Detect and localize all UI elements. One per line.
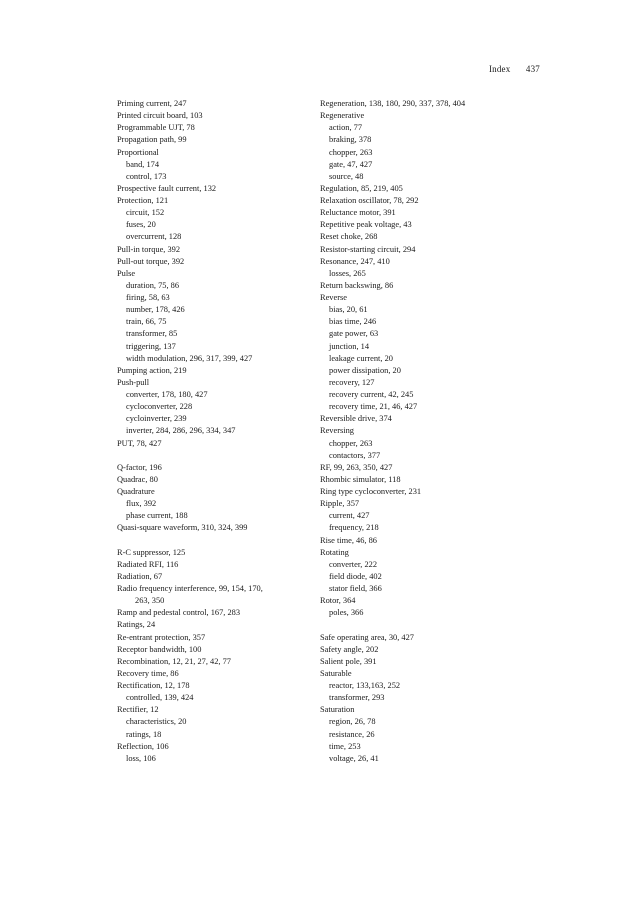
index-entry: Reversing — [320, 426, 354, 436]
index-subentry: stator field, 366 — [329, 584, 382, 593]
index-subentry: circuit, 152 — [126, 208, 165, 218]
index-subentry: bias time, 246 — [329, 317, 377, 327]
index-entry: RF, 99, 263, 350, 427 — [320, 462, 393, 472]
section-gap — [117, 450, 317, 462]
index-entry: Radiated RFI, 116 — [117, 559, 179, 569]
index-subentry: reactor, 133,163, 252 — [329, 681, 401, 690]
index-subentry: recovery, 127 — [329, 377, 375, 387]
index-entry: Return backswing, 86 — [320, 280, 394, 290]
index-entry: Protection, 121 — [117, 196, 169, 205]
index-entry: Reluctance motor, 391 — [320, 208, 396, 218]
index-subentry: characteristics, 20 — [126, 717, 187, 727]
index-entry: Propagation path, 99 — [117, 135, 187, 145]
index-entry: Relaxation oscillator, 78, 292 — [320, 196, 419, 205]
index-subentry: overcurrent, 128 — [126, 232, 182, 242]
index-subentry: width modulation, 296, 317, 399, 427 — [126, 353, 253, 363]
index-subentry: power dissipation, 20 — [329, 365, 401, 375]
index-entry: Ratings, 24 — [117, 620, 156, 630]
index-entry: Rotating — [320, 547, 349, 557]
index-entry: Programmable UJT, 78 — [117, 123, 195, 133]
index-subentry: firing, 58, 63 — [126, 293, 170, 302]
index-entry: Pull-out torque, 392 — [117, 256, 185, 266]
index-entry: Quadrature — [117, 487, 155, 496]
index-subentry: chopper, 263 — [329, 147, 373, 157]
index-entry: Pull-in torque, 392 — [117, 244, 181, 254]
section-gap — [320, 619, 520, 631]
index-entry: Ring type cycloconverter, 231 — [320, 487, 422, 496]
index-entry: Pulse — [117, 268, 136, 278]
index-subentry: cycloinverter, 239 — [126, 414, 187, 424]
index-subentry: transformer, 293 — [329, 693, 385, 703]
index-entry: Quasi-square waveform, 310, 324, 399 — [117, 523, 248, 533]
index-subentry: transformer, 85 — [126, 329, 178, 339]
index-subentry: ratings, 18 — [126, 729, 162, 739]
index-entry-continuation: 263, 350 — [135, 596, 165, 606]
index-subentry: source, 48 — [329, 171, 364, 181]
index-subentry: gate, 47, 427 — [329, 159, 373, 169]
index-subentry: contactors, 377 — [329, 450, 381, 460]
index-entry: Proportional — [117, 147, 159, 157]
index-entry: Repetitive peak voltage, 43 — [320, 220, 412, 230]
index-entry: Push-pull — [117, 377, 150, 387]
index-subentry: current, 427 — [329, 511, 370, 521]
index-subentry: bias, 20, 61 — [329, 305, 368, 315]
index-entry: Printed circuit board, 103 — [117, 111, 203, 121]
index-column-right — [320, 98, 520, 765]
index-subentry: resistance, 26 — [329, 729, 375, 739]
index-entry: Safe operating area, 30, 427 — [320, 632, 414, 642]
index-subentry: recovery current, 42, 245 — [329, 390, 414, 399]
index-entry: Radio frequency interference, 99, 154, 170, — [117, 584, 263, 593]
index-subentry: field diode, 402 — [329, 571, 382, 581]
index-subentry: braking, 378 — [329, 135, 372, 145]
index-entry: Resonance, 247, 410 — [320, 256, 390, 266]
index-entry: R-C suppressor, 125 — [117, 547, 186, 557]
index-entry: Ramp and pedestal control, 167, 283 — [117, 608, 241, 618]
index-subentry: control, 173 — [126, 171, 167, 181]
index-entry: Recombination, 12, 21, 27, 42, 77 — [117, 656, 231, 666]
index-subentry: phase current, 188 — [126, 511, 188, 521]
index-entry: Quadrac, 80 — [117, 474, 158, 484]
index-subentry: flux, 392 — [126, 499, 157, 509]
index-subentry: fuses, 20 — [126, 220, 156, 230]
index-entry: Reverse — [320, 293, 347, 302]
page-number: 437 — [525, 64, 540, 74]
index-subentry: band, 174 — [126, 159, 160, 169]
index-subentry: triggering, 137 — [126, 341, 176, 351]
index-subentry: frequency, 218 — [329, 523, 379, 533]
index-subentry: converter, 222 — [329, 559, 378, 569]
index-subentry: loss, 106 — [126, 753, 156, 763]
index-entry: Reflection, 106 — [117, 741, 169, 751]
index-subentry: cycloconverter, 228 — [126, 402, 193, 412]
index-entry: Salient pole, 391 — [320, 656, 377, 666]
index-subentry: losses, 265 — [329, 268, 366, 278]
index-entry: Q-factor, 196 — [117, 462, 162, 472]
index-subentry: voltage, 26, 41 — [329, 753, 379, 763]
index-entry: Radiation, 67 — [117, 571, 163, 581]
index-entry: Resistor-starting circuit, 294 — [320, 244, 416, 254]
index-entry: Saturable — [320, 668, 352, 678]
index-entry: Regenerative — [320, 111, 365, 121]
index-subentry: leakage current, 20 — [329, 353, 393, 363]
index-subentry: junction, 14 — [329, 341, 370, 351]
index-subentry: converter, 178, 180, 427 — [126, 390, 208, 399]
index-entry: PUT, 78, 427 — [117, 438, 162, 448]
index-subentry: number, 178, 426 — [126, 305, 185, 315]
index-entry: Reversible drive, 374 — [320, 414, 392, 424]
index-entry: Safety angle, 202 — [320, 644, 379, 654]
index-entry: Saturation — [320, 705, 355, 715]
index-entry: Recovery time, 86 — [117, 668, 179, 678]
index-subentry: duration, 75, 86 — [126, 280, 180, 290]
index-entry: Rotor, 364 — [320, 596, 356, 606]
index-entry: Ripple, 357 — [320, 499, 360, 509]
index-subentry: time, 253 — [329, 741, 361, 751]
index-subentry: chopper, 263 — [329, 438, 373, 448]
index-entry: Rectifier, 12 — [117, 705, 159, 715]
index-entry: Rhombic simulator, 118 — [320, 474, 401, 484]
index-entry: Priming current, 247 — [117, 99, 187, 108]
index-subentry: train, 66, 75 — [126, 317, 167, 327]
index-subentry: action, 77 — [329, 123, 363, 133]
index-entry: Receptor bandwidth, 100 — [117, 644, 202, 654]
index-subentry: inverter, 284, 286, 296, 334, 347 — [126, 426, 236, 436]
header-index-word: Index — [488, 64, 511, 74]
index-subentry: controlled, 139, 424 — [126, 693, 194, 703]
section-gap — [117, 535, 317, 547]
index-entry: Rectification, 12, 178 — [117, 681, 190, 690]
index-entry: Pumping action, 219 — [117, 365, 187, 375]
index-entry: Regulation, 85, 219, 405 — [320, 183, 403, 193]
index-entry: Re-entrant protection, 357 — [117, 632, 206, 642]
running-header — [489, 64, 540, 74]
index-column-left — [117, 98, 317, 765]
index-entry: Prospective fault current, 132 — [117, 183, 217, 193]
index-subentry: recovery time, 21, 46, 427 — [329, 402, 418, 412]
index-subentry: region, 26, 78 — [329, 717, 376, 727]
index-entry: Regeneration, 138, 180, 290, 337, 378, 404 — [320, 99, 466, 108]
index-subentry: poles, 366 — [329, 608, 364, 618]
index-subentry: gate power, 63 — [329, 329, 379, 339]
index-entry: Rise time, 46, 86 — [320, 535, 377, 545]
index-entry: Reset choke, 268 — [320, 232, 378, 242]
